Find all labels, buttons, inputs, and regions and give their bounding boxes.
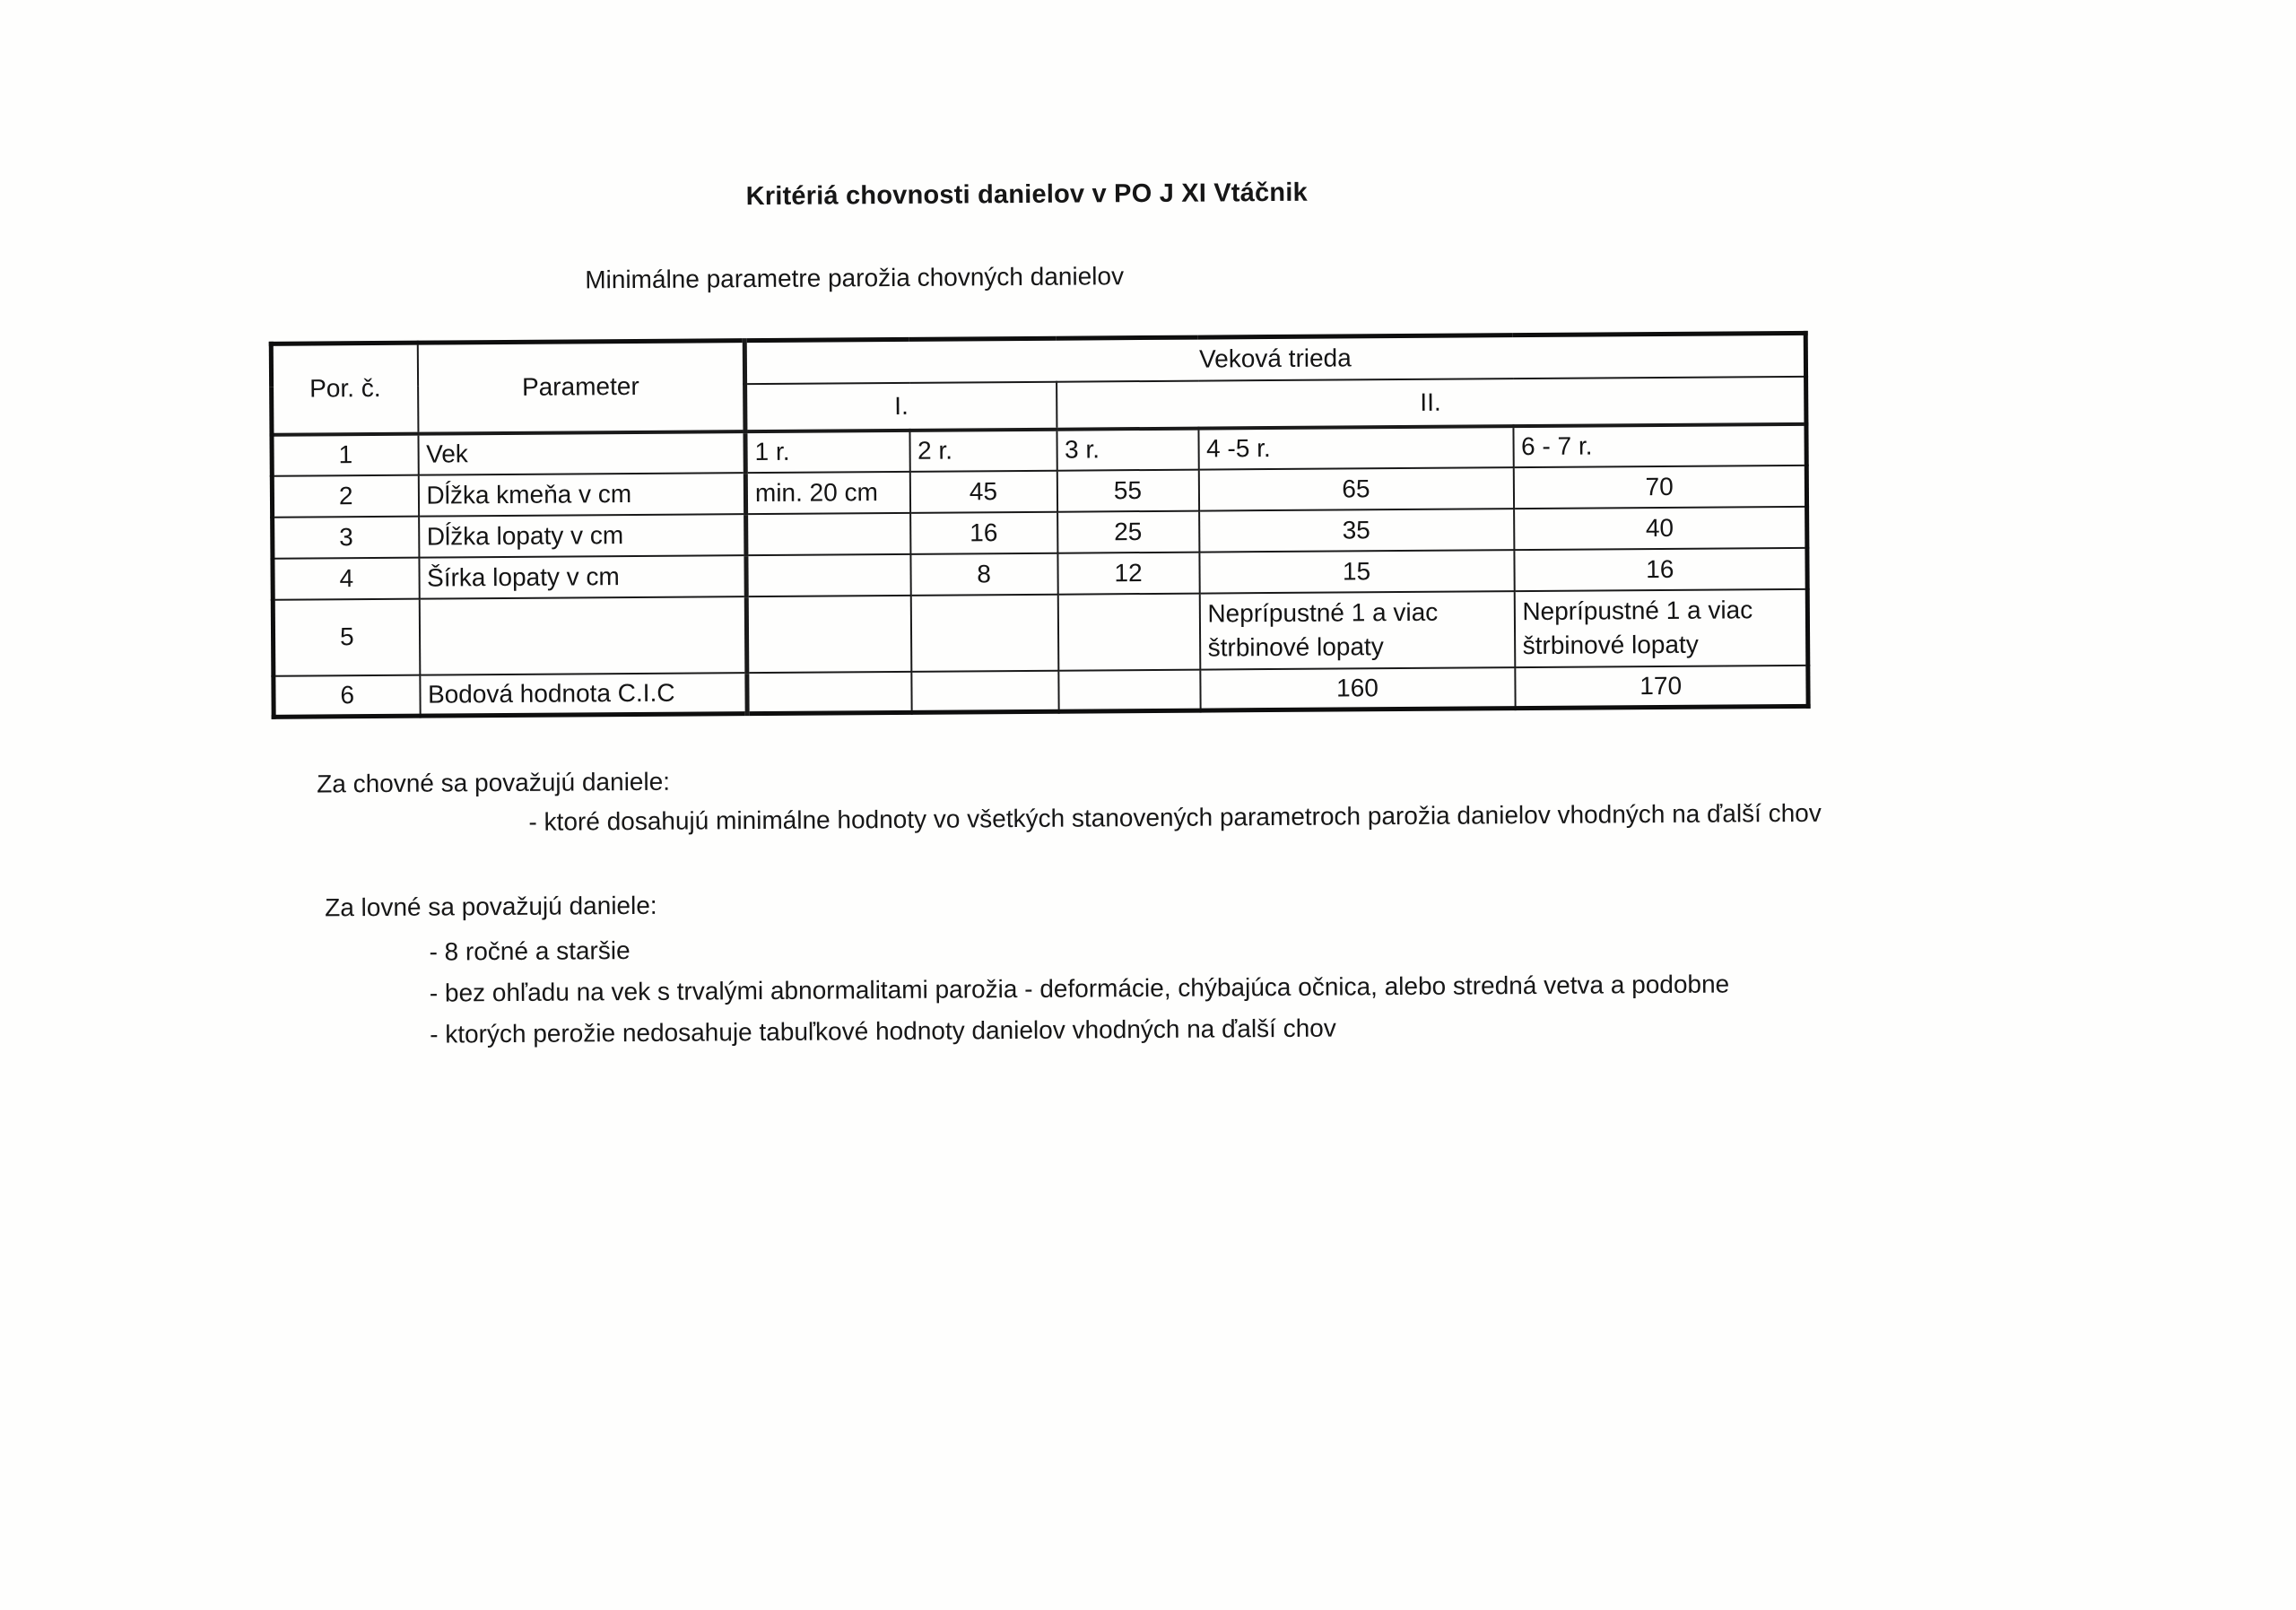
criteria-table: [269, 331, 1811, 719]
document-title: Kritériá chovnosti danielov v PO J XI Vtáčnik: [745, 178, 1308, 212]
header-parameter: Parameter: [417, 341, 745, 434]
hunting-criteria-item: - 8 ročné a staršie: [429, 936, 631, 966]
table-cell: 2 r.: [909, 429, 1057, 471]
table-cell: Neprípustné 1 a viac štrbinové lopaty: [1514, 588, 1808, 666]
table-row-strbinove-lopaty: [273, 588, 1808, 675]
table-cell: Šírka lopaty v cm: [419, 555, 746, 599]
table-cell: [746, 595, 911, 672]
header-class-I: I.: [745, 381, 1057, 431]
table-cell: 1 r.: [745, 430, 909, 472]
table-cell: min. 20 cm: [745, 471, 909, 513]
table-cell: [746, 553, 910, 596]
table-cell: 6: [274, 674, 420, 717]
table-cell: 8: [910, 553, 1057, 595]
table-cell: 55: [1057, 469, 1198, 511]
breeding-criteria-item: - ktoré dosahujú minimálne hodnoty vo všetkých stanovených parametroch parožia danielov vhodných na ďalší chov: [528, 798, 1822, 836]
table-cell: 45: [909, 470, 1057, 512]
table-cell: 3: [273, 516, 419, 558]
table-cell: [419, 596, 747, 675]
table-cell: Neprípustné 1 a viac štrbinové lopaty: [1199, 591, 1515, 669]
table-cell: 1: [272, 433, 418, 475]
table-cell: 2: [272, 474, 418, 517]
document-subtitle: Minimálne parametre parožia chovných danielov: [585, 262, 1125, 294]
table-cell: Bodová hodnota C.I.C: [420, 673, 747, 717]
table-cell: 65: [1198, 467, 1513, 510]
table-cell: [746, 512, 910, 554]
header-vekova-trieda: Veková trieda: [744, 333, 1805, 383]
hunting-criteria-item: - ktorých perožie nedosahuje tabuľkové hodnoty danielov vhodných na ďalší chov: [430, 1014, 1336, 1049]
table-cell: 70: [1513, 465, 1806, 508]
table-cell: 170: [1515, 665, 1808, 708]
table-cell: Dĺžka lopaty v cm: [419, 514, 746, 558]
table-cell: 15: [1199, 550, 1514, 593]
header-class-II: II.: [1057, 376, 1806, 429]
header-por-c: Por. č.: [271, 343, 418, 434]
table-cell: 40: [1514, 506, 1807, 549]
table-cell: [910, 594, 1058, 671]
table-cell: [1058, 669, 1200, 711]
table-cell: 3 r.: [1057, 428, 1198, 470]
table-cell: 12: [1057, 552, 1199, 594]
table-cell: Dĺžka kmeňa v cm: [418, 473, 745, 517]
table-cell: 35: [1199, 509, 1514, 552]
table-cell: Vek: [418, 431, 745, 475]
table-cell: [911, 670, 1058, 712]
breeding-criteria-heading: Za chovné sa považujú daniele:: [317, 767, 671, 798]
table-cell: [1057, 593, 1200, 670]
table-cell: 16: [1514, 547, 1807, 590]
table-cell: 16: [910, 511, 1057, 553]
table-cell: 4 -5 r.: [1198, 426, 1513, 469]
table-cell: 160: [1200, 667, 1515, 710]
hunting-criteria-item: - bez ohľadu na vek s trvalými abnormalitami parožia - deformácie, chýbajúca očnica, alebo stredná vetva a podobne: [429, 970, 1730, 1007]
table-cell: 25: [1057, 510, 1199, 553]
table-cell: [747, 671, 911, 713]
table-cell: 4: [273, 557, 419, 599]
table-cell: 5: [273, 598, 420, 675]
table-cell: 6 - 7 r.: [1513, 423, 1806, 466]
hunting-criteria-heading: Za lovné sa považujú daniele:: [325, 891, 657, 922]
